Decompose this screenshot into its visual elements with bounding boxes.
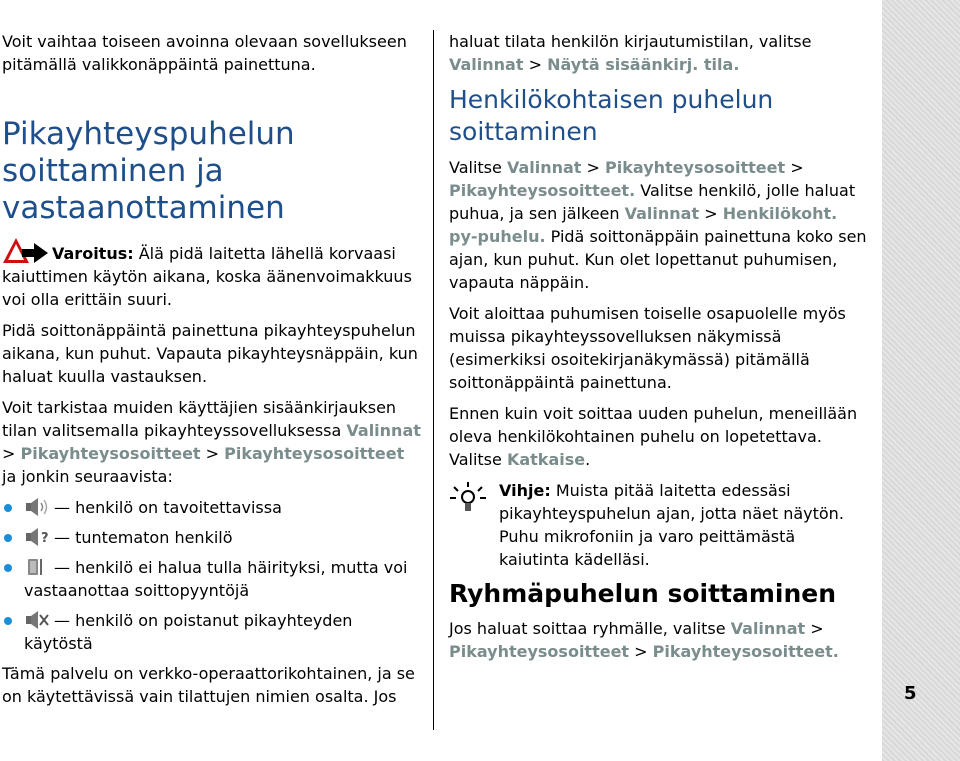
speaker-unknown-icon	[24, 527, 50, 547]
text-span: Pidä soittonäppäin painettuna koko sen ajan, kun puhut. Kun olet lopettanut puhumisen, vapauta näppäin.	[449, 227, 867, 292]
private-call-paragraph-3	[449, 402, 869, 471]
tip-text: Muista pitää laitetta edessäsi pikayhteyspuhelun ajan, jotta näet näytön. Puhu mikrofoniin ja varo peittämästä kaiutinta kädelläsi.	[499, 481, 844, 569]
menu-path-show-login-status: Näytä sisäänkirj. tila	[547, 55, 734, 74]
text-span: haluat tilata henkilön kirjautumistilan, valitse	[449, 32, 812, 51]
text-span: .	[585, 450, 591, 469]
menu-path-options: Valinnat	[506, 158, 582, 177]
menu-path-disconnect: Katkaise	[506, 450, 586, 469]
list-item	[2, 556, 422, 602]
menu-path-ptt-contacts: Pikayhteysosoitteet	[449, 642, 630, 661]
path-separator: >	[634, 642, 648, 661]
right-column	[449, 30, 869, 671]
status-list	[2, 496, 422, 655]
menu-path-options-2: Valinnat	[624, 204, 700, 223]
ptt-paragraph-2	[2, 396, 422, 488]
speaker-available-icon	[24, 497, 50, 517]
path-separator: >	[704, 204, 718, 223]
service-paragraph: Tämä palvelu on verkko-operaattorikohtainen, ja se on käytettävissä vain tilattujen nimien osalta. Jos	[2, 664, 415, 706]
text-span: Ennen kuin voit soittaa uuden puhelun, meneillään oleva henkilökohtainen puhelu on lopetettava. Valitse	[449, 404, 858, 469]
tip-box	[449, 479, 869, 571]
warning-label: Varoitus:	[52, 244, 134, 263]
path-separator: >	[810, 619, 824, 638]
list-item-text: — henkilö ei halua tulla häirityksi, mutta voi vastaanottaa soittopyyntöjä	[24, 558, 408, 600]
text-span: Valitse	[449, 158, 502, 177]
list-item	[2, 496, 422, 519]
column-divider	[433, 30, 434, 730]
list-item	[2, 526, 422, 549]
text-span: Jos haluat soittaa ryhmälle, valitse	[449, 619, 726, 638]
page-margin-band	[882, 0, 960, 761]
speaker-dnd-icon	[24, 557, 50, 577]
menu-path-private-call: Henkilökoht. py-puhelu.	[449, 204, 838, 246]
menu-path-options: Valinnat	[449, 55, 524, 74]
path-separator: >	[2, 444, 16, 463]
menu-path-ptt-contacts-2: Pikayhteysosoitteet	[224, 444, 405, 463]
warning-icon	[2, 237, 50, 265]
menu-path-options: Valinnat	[730, 619, 806, 638]
path-separator: >	[586, 158, 600, 177]
menu-path-ptt-contacts: Pikayhteysosoitteet	[20, 444, 201, 463]
list-item-text: — henkilö on tavoitettavissa	[54, 498, 282, 517]
menu-path-ptt-contacts-2: Pikayhteysosoitteet	[652, 642, 833, 661]
list-item-text: — henkilö on poistanut pikayhteyden käytöstä	[24, 611, 353, 653]
warning-text: Älä pidä laitetta lähellä korvaasi kaiuttimen käytön aikana, koska äänenvoimakkuus voi olla erittäin suuri.	[2, 244, 412, 309]
group-call-paragraph	[449, 617, 869, 663]
path-separator: >	[205, 444, 220, 463]
menu-path-ptt-contacts-2: Pikayhteysosoitteet.	[449, 181, 636, 200]
ptt-paragraph-1: Pidä soittonäppäintä painettuna pikayhteyspuhelun aikana, kun puhut. Vapauta pikayhteysnäppäin, kun haluat kuulla vastauksen.	[2, 321, 418, 386]
left-column	[2, 30, 422, 716]
text-span: .	[733, 55, 740, 74]
menu-path-ptt-contacts: Pikayhteysosoitteet	[605, 158, 786, 177]
page-number: 5	[904, 683, 917, 704]
text-span: Voit tarkistaa muiden käyttäjien sisäänkirjauksen tilan valitsemalla pikayhteyssovelluksessa	[2, 398, 397, 440]
private-call-paragraph-2: Voit aloittaa puhumisen toiselle osapuolelle myös muissa pikayhteyssovelluksen näkymissä (esimerkiksi osoitekirjanäkymässä) pitämällä soittonäppäintä painettuna.	[449, 304, 846, 392]
section-heading-group-call: Ryhmäpuhelun soittaminen	[449, 579, 837, 608]
lightbulb-icon	[449, 481, 487, 515]
tip-label: Vihje:	[499, 481, 551, 500]
intro-paragraph: Voit vaihtaa toiseen avoinna olevaan sovellukseen pitämällä valikkonäppäintä painettuna.	[2, 32, 407, 74]
text-span: ja jonkin seuraavista:	[2, 467, 173, 486]
private-call-paragraph-1	[449, 156, 869, 294]
warning-paragraph	[2, 237, 422, 311]
speaker-removed-icon	[24, 610, 50, 630]
path-separator: >	[528, 55, 542, 74]
continuation-paragraph	[449, 30, 869, 76]
path-separator: >	[790, 158, 804, 177]
section-heading-ptt-call: Pikayhteyspuhelun soittaminen ja vastaanottaminen	[2, 116, 295, 226]
list-item	[2, 609, 422, 655]
section-heading-private-call: Henkilökohtaisen puhelun soittaminen	[449, 85, 774, 146]
menu-path-options: Valinnat	[346, 421, 421, 440]
text-span: .	[832, 642, 839, 661]
text-span: Valitse henkilö, jolle haluat puhua, ja sen jälkeen	[449, 181, 856, 223]
svg-text:?: ?	[41, 531, 49, 546]
list-item-text: — tuntematon henkilö	[54, 528, 233, 547]
